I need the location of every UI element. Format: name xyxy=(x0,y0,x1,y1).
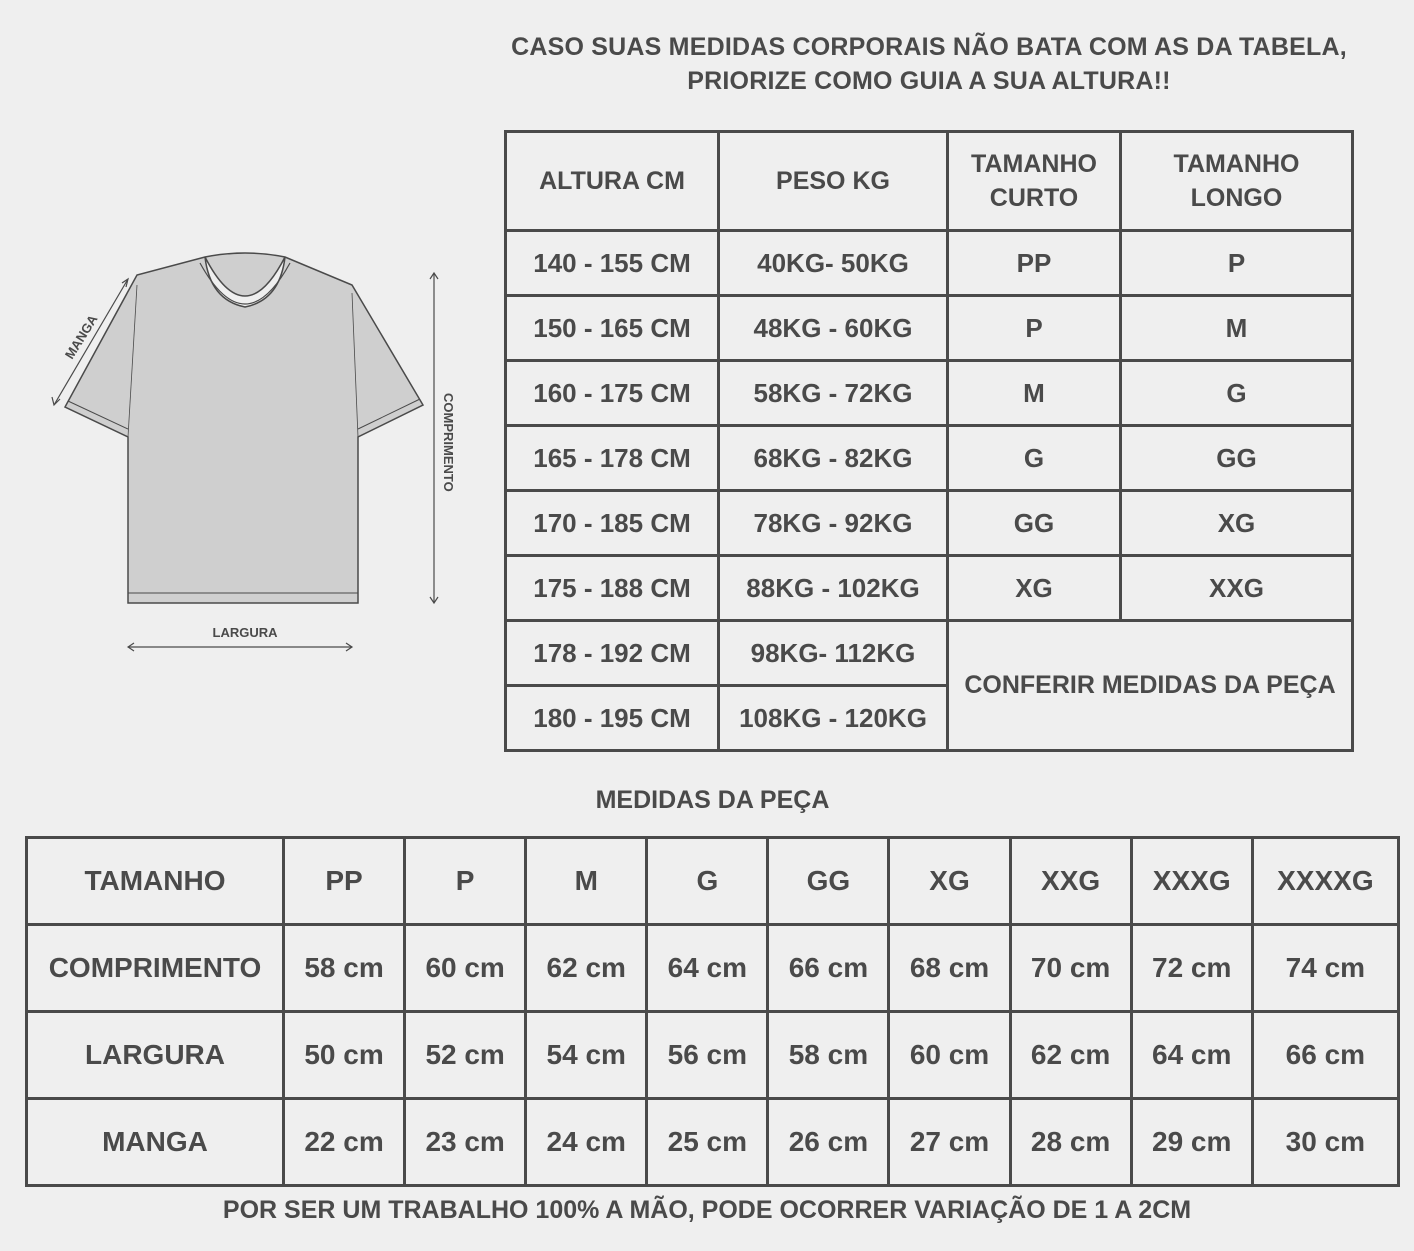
tamanho-curto-cell: M xyxy=(948,361,1121,426)
table-row xyxy=(27,925,1399,1012)
tamanho-curto-cell: G xyxy=(948,426,1121,491)
largura-label: LARGURA xyxy=(212,625,278,640)
measure-cell: 26 cm xyxy=(768,1099,889,1186)
tamanho-curto-cell: PP xyxy=(948,231,1121,296)
measure-cell: 66 cm xyxy=(1252,1012,1398,1099)
measurements-title: MEDIDAS DA PEÇA xyxy=(595,786,830,814)
measure-cell: 27 cm xyxy=(889,1099,1010,1186)
measure-cell: 56 cm xyxy=(647,1012,768,1099)
table-row xyxy=(506,296,1353,361)
altura-cell: 178 - 192 CM xyxy=(506,621,719,686)
measure-cell: 62 cm xyxy=(1010,1012,1131,1099)
measure-cell: 64 cm xyxy=(647,925,768,1012)
notice xyxy=(505,30,1353,98)
size-header-cell: XXXXG xyxy=(1252,838,1398,925)
measure-cell: 50 cm xyxy=(284,1012,405,1099)
measure-cell: 22 cm xyxy=(284,1099,405,1186)
altura-cell: 175 - 188 CM xyxy=(506,556,719,621)
peso-cell: 58KG - 72KG xyxy=(719,361,948,426)
measure-cell: 72 cm xyxy=(1131,925,1252,1012)
comprimento-arrow xyxy=(430,273,438,603)
altura-cell: 140 - 155 CM xyxy=(506,231,719,296)
conferir-medidas-note: CONFERIR MEDIDAS DA PEÇA xyxy=(948,621,1353,751)
tamanho-curto-cell: XG xyxy=(948,556,1121,621)
measure-cell: 70 cm xyxy=(1010,925,1131,1012)
table-row xyxy=(506,556,1353,621)
tamanho-longo-cell: XG xyxy=(1121,491,1353,556)
peso-cell: 108KG - 120KG xyxy=(719,686,948,751)
table-row xyxy=(506,491,1353,556)
measure-cell: 68 cm xyxy=(889,925,1010,1012)
altura-cell: 180 - 195 CM xyxy=(506,686,719,751)
footer-note: POR SER UM TRABALHO 100% A MÃO, PODE OCORRER VARIAÇÃO DE 1 A 2CM xyxy=(222,1196,1192,1224)
tamanho-longo-cell: GG xyxy=(1121,426,1353,491)
size-header-cell: G xyxy=(647,838,768,925)
table-row xyxy=(506,621,1353,686)
manga-label: MANGA xyxy=(61,311,101,362)
header-tamanho-curto: TAMANHO CURTO xyxy=(948,132,1121,231)
measure-cell: 29 cm xyxy=(1131,1099,1252,1186)
measure-cell: 52 cm xyxy=(405,1012,526,1099)
row-label-comprimento: COMPRIMENTO xyxy=(27,925,284,1012)
measure-cell: 66 cm xyxy=(768,925,889,1012)
altura-cell: 160 - 175 CM xyxy=(506,361,719,426)
measure-cell: 23 cm xyxy=(405,1099,526,1186)
measure-cell: 28 cm xyxy=(1010,1099,1131,1186)
header-peso: PESO KG xyxy=(719,132,948,231)
measure-cell: 62 cm xyxy=(526,925,647,1012)
notice-line-2: PRIORIZE COMO GUIA A SUA ALTURA!! xyxy=(687,67,1171,95)
header-tamanho-longo: TAMANHO LONGO xyxy=(1121,132,1353,231)
measure-cell: 74 cm xyxy=(1252,925,1398,1012)
size-header-cell: M xyxy=(526,838,647,925)
altura-cell: 165 - 178 CM xyxy=(506,426,719,491)
tamanho-longo-cell: XXG xyxy=(1121,556,1353,621)
size-header-cell: XXXG xyxy=(1131,838,1252,925)
peso-cell: 40KG- 50KG xyxy=(719,231,948,296)
measure-cell: 30 cm xyxy=(1252,1099,1398,1186)
peso-cell: 88KG - 102KG xyxy=(719,556,948,621)
altura-cell: 170 - 185 CM xyxy=(506,491,719,556)
size-guide-header-row xyxy=(506,132,1353,231)
measurements-table xyxy=(25,836,1400,1187)
size-header-cell: PP xyxy=(284,838,405,925)
tamanho-curto-cell: P xyxy=(948,296,1121,361)
measure-cell: 58 cm xyxy=(768,1012,889,1099)
table-row xyxy=(506,231,1353,296)
measure-cell: 64 cm xyxy=(1131,1012,1252,1099)
table-row xyxy=(27,1012,1399,1099)
measure-cell: 60 cm xyxy=(889,1012,1010,1099)
size-header-cell: XG xyxy=(889,838,1010,925)
table-row xyxy=(506,426,1353,491)
measure-cell: 54 cm xyxy=(526,1012,647,1099)
peso-cell: 98KG- 112KG xyxy=(719,621,948,686)
measure-cell: 60 cm xyxy=(405,925,526,1012)
comprimento-label: COMPRIMENTO xyxy=(441,393,456,492)
size-guide-table xyxy=(504,130,1354,752)
measure-cell: 58 cm xyxy=(284,925,405,1012)
table-row xyxy=(27,1099,1399,1186)
measure-cell: 25 cm xyxy=(647,1099,768,1186)
size-header-cell: P xyxy=(405,838,526,925)
table-row xyxy=(506,361,1353,426)
row-label-manga: MANGA xyxy=(27,1099,284,1186)
header-tamanho: TAMANHO xyxy=(27,838,284,925)
peso-cell: 78KG - 92KG xyxy=(719,491,948,556)
size-header-cell: XXG xyxy=(1010,838,1131,925)
altura-cell: 150 - 165 CM xyxy=(506,296,719,361)
measure-cell: 24 cm xyxy=(526,1099,647,1186)
peso-cell: 68KG - 82KG xyxy=(719,426,948,491)
tamanho-longo-cell: P xyxy=(1121,231,1353,296)
size-header-cell: GG xyxy=(768,838,889,925)
tamanho-longo-cell: M xyxy=(1121,296,1353,361)
notice-line-1: CASO SUAS MEDIDAS CORPORAIS NÃO BATA COM AS DA TABELA, xyxy=(511,33,1347,61)
peso-cell: 48KG - 60KG xyxy=(719,296,948,361)
row-label-largura: LARGURA xyxy=(27,1012,284,1099)
header-altura: ALTURA CM xyxy=(506,132,719,231)
tamanho-curto-cell: GG xyxy=(948,491,1121,556)
tshirt-diagram xyxy=(40,245,480,665)
largura-arrow xyxy=(128,643,352,651)
measurements-header-row xyxy=(27,838,1399,925)
tamanho-longo-cell: G xyxy=(1121,361,1353,426)
